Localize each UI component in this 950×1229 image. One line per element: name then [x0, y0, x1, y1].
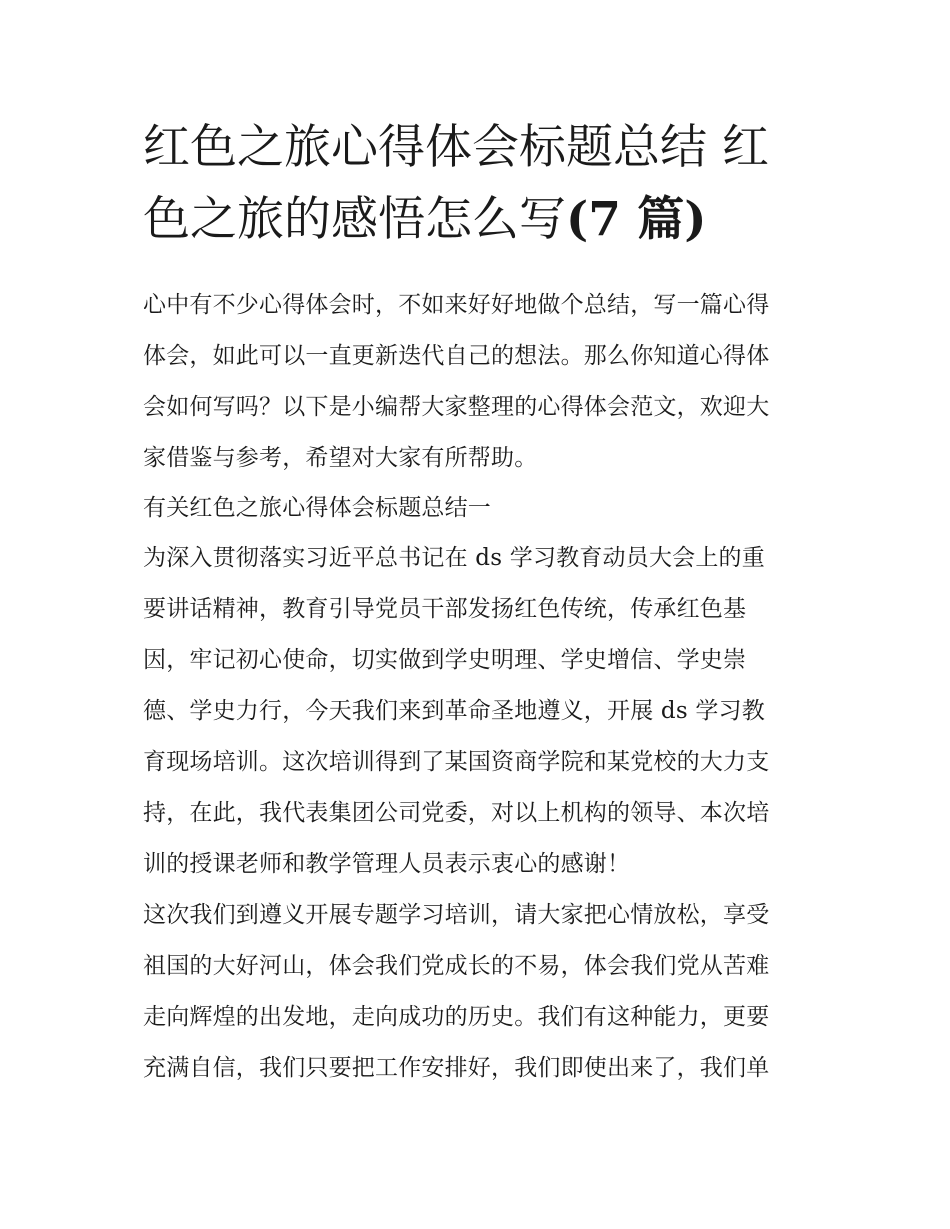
section-heading: 有关红色之旅心得体会标题总结一 — [143, 495, 491, 521]
document-body — [143, 280, 813, 1094]
paragraph-line: 因，牢记初心使命，切实做到学史明理、学史增信、学史崇 — [143, 647, 747, 673]
title-count: (7 篇) — [566, 192, 707, 247]
document-title — [143, 112, 813, 256]
paragraph-line: 训的授课老师和教学管理人员表示衷心的感谢！ — [143, 851, 631, 877]
paragraph-line: 心中有不少心得体会时，不如来好好地做个总结，写一篇心得 — [143, 292, 770, 318]
paragraph-line: 家借鉴与参考，希望对大家有所帮助。 — [143, 445, 538, 471]
paragraph-line: 会如何写吗？以下是小编帮大家整理的心得体会范文，欢迎大 — [143, 394, 770, 420]
paragraph-line: 走向辉煌的出发地，走向成功的历史。我们有这种能力，更要 — [143, 1004, 770, 1030]
title-line-2: 色之旅的感悟怎么写 — [143, 192, 566, 247]
paragraph-line: 充满自信，我们只要把工作安排好，我们即使出来了，我们单 — [143, 1055, 770, 1081]
paragraph-line: 为深入贯彻落实习近平总书记在 ds 学习教育动员大会上的重 — [143, 545, 765, 571]
paragraph-line: 育现场培训。这次培训得到了某国资商学院和某党校的大力支 — [143, 749, 770, 775]
title-line-1: 红色之旅心得体会标题总结 红 — [143, 120, 769, 175]
paragraph-line: 这次我们到遵义开展专题学习培训，请大家把心情放松，享受 — [143, 902, 770, 928]
paragraph-line: 祖国的大好河山，体会我们党成长的不易，体会我们党从苦难 — [143, 953, 770, 979]
paragraph-line: 体会，如此可以一直更新迭代自己的想法。那么你知道心得体 — [143, 343, 770, 369]
paragraph-line: 持，在此，我代表集团公司党委，对以上机构的领导、本次培 — [143, 800, 770, 826]
paragraph-line: 要讲话精神，教育引导党员干部发扬红色传统，传承红色基 — [143, 596, 747, 622]
paragraph-line: 德、学史力行，今天我们来到革命圣地遵义，开展 ds 学习教 — [143, 698, 765, 724]
